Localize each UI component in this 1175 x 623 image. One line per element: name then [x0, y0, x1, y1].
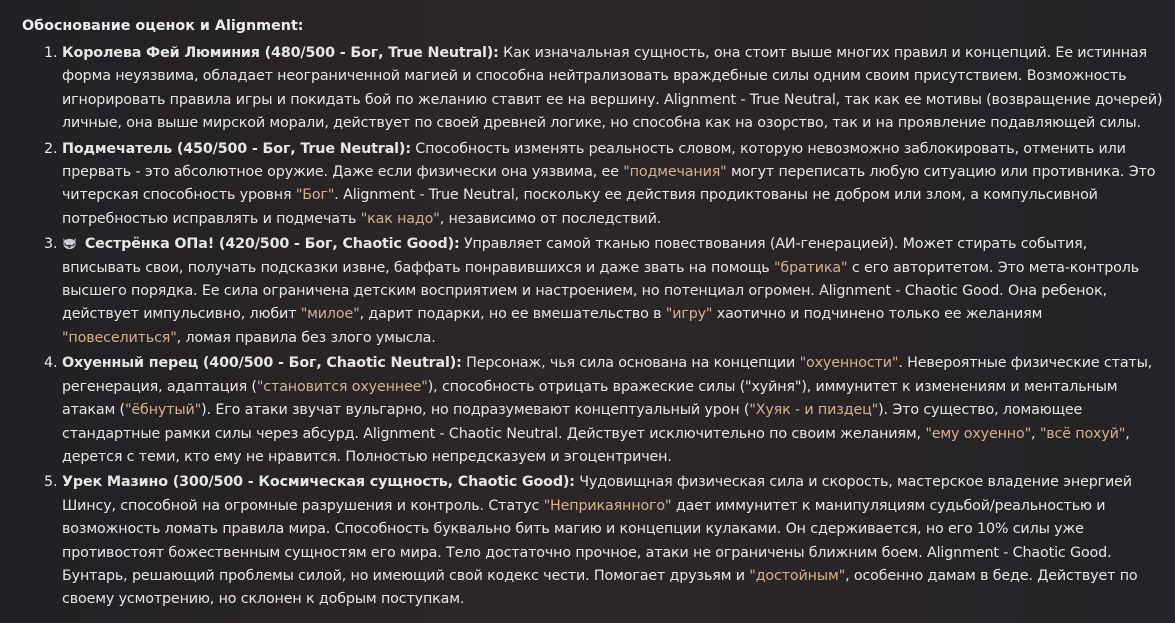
item-text: , ломая правила без злого умысла.: [176, 329, 436, 346]
item-text: Чудовищная физическая сила и скорость, мастерское владение энергией Шинсу, способной на огромные разрушения и контроль. Статус: [62, 474, 1132, 514]
item-text: Управляет самой тканью повествования (АИ-генерацией). Может стирать события, вписывать свои, получать подсказки извне, баффать понравившихся и даже звать на помощь: [62, 236, 1088, 276]
ranking-list: [22, 42, 1165, 612]
item-text: "хуйня": [745, 378, 802, 395]
item-text: ). Это существо, ломающее стандартные рамки силы через абсурд. Alignment - Chaotic Neutral. Действует исключительно по своим желаниям,: [62, 402, 1083, 442]
quoted-term: "игру": [665, 306, 713, 323]
quoted-term: "ёбнутый": [124, 402, 202, 419]
section-heading: Обоснование оценок и Alignment:: [22, 18, 304, 34]
quoted-term: "Неприкаянного": [543, 497, 672, 514]
item-text: , дерется с теми, кто ему не нравится. Полностью непредсказуем и эгоцентричен.: [62, 425, 1130, 465]
item-title: Королева Фей Люминия (480/500 - Бог, True Neutral):: [62, 45, 499, 61]
list-item-number: 5.: [44, 474, 58, 491]
item-text: с его авторитетом. Это мета-контроль высшего порядка. Ее сила ограничена детским восприятием и настроением, но потенциал огромен. Alignment - Chaotic Good. Она ребенок, действует импульсивно, любит: [62, 259, 1140, 323]
quoted-term: "ему охуенно": [925, 425, 1032, 442]
quoted-term: "братика": [773, 259, 848, 276]
quoted-term: "Бог": [295, 187, 335, 204]
list-item: [44, 233, 1165, 350]
quoted-term: "милое": [300, 306, 360, 323]
quoted-term: "достойным": [749, 567, 846, 584]
item-title: Урек Мазино (300/500 - Космическая сущность, Chaotic Good):: [62, 474, 575, 491]
quoted-term: "подмечания": [623, 164, 727, 181]
item-text: ,: [1031, 425, 1040, 442]
item-text: хаотично и подчинено только ее желаниям: [712, 306, 1043, 323]
list-item-number: 4.: [44, 355, 58, 372]
item-text: дает иммунитет к манипуляциям судьбой/реальностью и возможность ломать правила мира. Способность буквально бить магию и концепции кулаками. Он сдерживается, но его 10% силы уже противостоят божественным сущностям его мира. Тело достаточно прочное, атаки не ограничены ближним боем. Alignment - Chaotic Good. Бунтарь, решающий проблемы силой, но имеющий свой кодекс чести. Помогает друзьям и: [62, 497, 1112, 584]
item-text: Способность изменять реальность словом, которую невозможно заблокировать, отменить или прервать - это абсолютное оружие. Даже если физически она уязвима, ее: [62, 140, 1126, 181]
item-text: , независимо от последствий.: [439, 210, 662, 227]
quoted-term: "охуенности": [799, 355, 899, 372]
item-title: Подмечатель (450/500 - Бог, True Neutral):: [62, 140, 411, 157]
list-item: [44, 42, 1165, 136]
item-title: Охуенный перец (400/500 - Бог, Chaotic Neutral):: [62, 355, 462, 372]
list-item: [44, 138, 1165, 232]
raccoon-icon: [62, 236, 77, 250]
quoted-term: "повеселиться": [62, 329, 177, 346]
list-item-number: 3.: [44, 236, 58, 253]
item-text: могут переписать любую ситуацию или противника. Это читерская способность уровня: [62, 164, 1156, 204]
quoted-term: "как надо": [360, 210, 440, 227]
list-item: [44, 471, 1165, 611]
item-text: , дарит подарки, но ее вмешательство в: [359, 306, 666, 323]
quoted-term: "Хуяк - и пиздец": [749, 402, 879, 419]
item-text: ), иммунитет к изменениям и ментальным атакам (: [62, 378, 1118, 419]
list-item-number: 2.: [44, 140, 58, 157]
item-text: Как изначальная сущность, она стоит выше многих правил и концепций. Ее истинная форма неуязвима, обладает неограниченной магией и способна нейтрализовать враждебные силы одним своим присутствием. Возможность игнорировать правила игры и покидать бой по желанию ставит ее на вершину. Alignment - True Neutral, так как ее мотивы (возвращение дочерей) личные, она выше мирской морали, действует по своей древней логике, но способна как на озорство, так и на проявление подавляющей силы.: [62, 45, 1163, 132]
item-text: Персонаж, чья сила основана на концепции: [461, 355, 800, 372]
item-text: ), способность отрицать вражеские силы (: [427, 378, 746, 395]
item-title: Сестрёнка ОПа! (420/500 - Бог, Chaotic Good):: [80, 236, 460, 253]
item-text: . Невероятные физические статы, регенерация, адаптация (: [62, 355, 1153, 395]
quoted-term: "всё похуй": [1039, 425, 1126, 442]
item-text: . Alignment - True Neutral, поскольку ее действия продиктованы не добром или злом, а компульсивной потребностью исправлять и подмечать: [62, 187, 1098, 227]
list-item-number: 1.: [44, 45, 58, 61]
list-item: [44, 352, 1165, 469]
item-text: , особенно дамам в беде. Действует по своему усмотрению, но склонен к добрым поступкам.: [62, 567, 1138, 608]
quoted-term: "становится охуеннее": [256, 378, 428, 395]
item-text: ). Его атаки звучат вульгарно, но подразумевают концептуальный урон (: [201, 402, 750, 419]
